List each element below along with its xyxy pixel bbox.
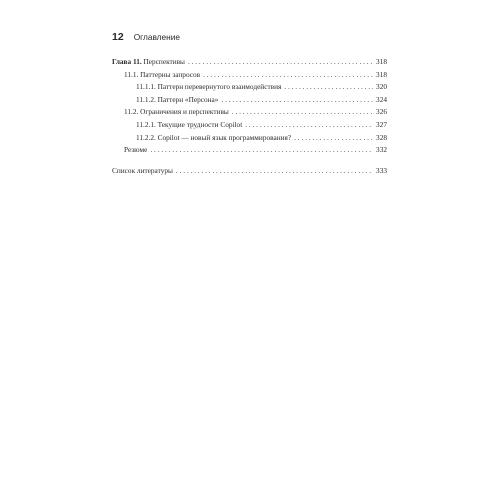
toc-entry-11-1-2[interactable] — [112, 94, 387, 107]
toc-entry-11-2[interactable] — [112, 106, 387, 119]
toc-page-number: 326 — [376, 107, 387, 117]
toc-entry-text: Резюме — [124, 145, 148, 155]
toc-entry-text: 11.1.2. Паттерн «Персона» — [136, 94, 219, 104]
dot-leader — [294, 132, 373, 145]
dot-leader — [203, 69, 373, 82]
toc-page-number: 327 — [376, 119, 387, 129]
dot-leader — [245, 119, 373, 132]
toc-entry-text: 11.1. Паттерны запросов — [124, 69, 201, 79]
dot-leader — [176, 165, 373, 178]
toc-entry-11-2-1[interactable] — [112, 119, 387, 132]
running-head — [112, 31, 180, 43]
toc-entry-text: 11.2. Ограничения и перспективы — [124, 107, 229, 117]
dot-leader — [232, 106, 373, 119]
toc-entry-11-1[interactable] — [112, 69, 387, 82]
toc-entry-chapter-11[interactable] — [112, 56, 387, 69]
dot-leader — [150, 144, 373, 157]
toc-page-number: 333 — [376, 165, 387, 175]
page-number: 12 — [112, 31, 124, 43]
dot-leader — [221, 94, 373, 107]
table-of-contents — [112, 56, 387, 177]
toc-page-number: 332 — [376, 145, 387, 155]
toc-page-number: 318 — [376, 69, 387, 79]
section-title: Оглавление — [133, 32, 180, 42]
toc-entry-text: 11.1.1. Паттерн перевернутого взаимодействия — [136, 82, 282, 92]
toc-entry-11-2-2[interactable] — [112, 132, 387, 145]
toc-entry-summary[interactable] — [112, 144, 387, 157]
toc-entry-bibliography[interactable] — [112, 165, 387, 178]
toc-entry-11-1-1[interactable] — [112, 81, 387, 94]
toc-entry-text: 11.2.2. Copilot — новый язык программирования? — [136, 132, 292, 142]
toc-entry-text: Список литературы — [112, 165, 173, 175]
dot-leader — [284, 81, 373, 94]
chapter-label: Глава 11. — [112, 57, 142, 66]
chapter-title: Перспективы — [143, 57, 185, 66]
toc-page-number: 324 — [376, 94, 387, 104]
toc-entry-text — [112, 56, 185, 69]
toc-entry-text: 11.2.1. Текущие трудности Copilot — [136, 119, 243, 129]
toc-page-number: 318 — [376, 57, 387, 66]
toc-page-number: 328 — [376, 132, 387, 142]
dot-leader — [188, 56, 373, 69]
toc-page-number: 320 — [376, 82, 387, 92]
